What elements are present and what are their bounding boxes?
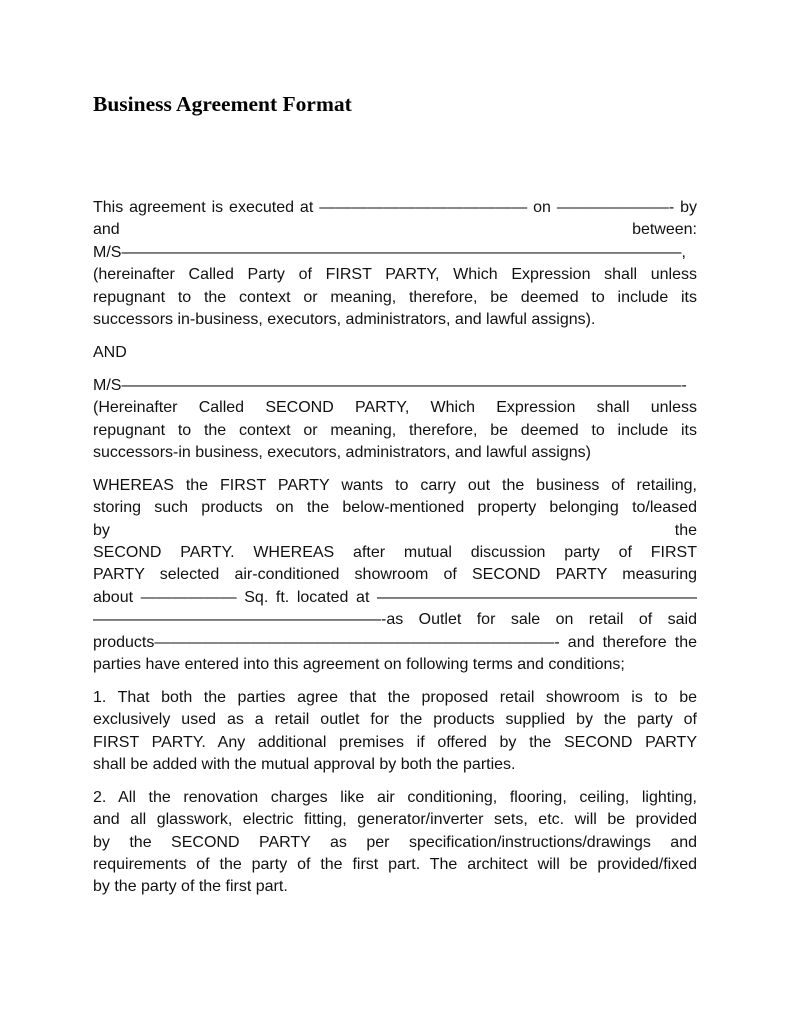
parties-paragraph [93, 197, 697, 331]
second-party-name-blank: M/S———————————————————————————————————- [93, 376, 687, 394]
text-line: parties have entered into this agreement on following terms and conditions; [93, 655, 625, 673]
text-line: shall be added with the mutual approval by both the parties. [93, 755, 516, 773]
text-line: ——————————————————-as Outlet for sale on retail of said [93, 611, 697, 629]
text-line: WHEREAS the FIRST PARTY wants to carry out the business of retailing, [93, 476, 697, 494]
text-line: and between: [93, 221, 697, 239]
text-line: 2. All the renovation charges like air conditioning, flooring, ceiling, lighting, [93, 788, 697, 806]
document-body [93, 197, 697, 909]
whereas-paragraph [93, 475, 697, 677]
text-line: AND [93, 343, 127, 361]
and-separator [93, 342, 697, 364]
text-line: exclusively used as a retail outlet for the products supplied by the party of [93, 711, 697, 729]
text-line: by the SECOND PARTY as per specification/instructions/drawings and [93, 833, 697, 851]
text-line: successors in-business, executors, administrators, and lawful assigns). [93, 310, 596, 328]
text-line: SECOND PARTY. WHEREAS after mutual discussion party of FIRST [93, 543, 697, 561]
text-line: (Hereinafter Called SECOND PARTY, Which Expression shall unless [93, 399, 697, 417]
text-line: This agreement is executed at ————————————— on ———————- by [93, 199, 697, 216]
text-line: requirements of the party of the first part. The architect will be provided/fixed [93, 856, 697, 874]
text-line: and all glasswork, electric fitting, generator/inverter sets, etc. will be provided [93, 811, 697, 829]
text-line: by the party of the first part. [93, 878, 288, 896]
document-title: Business Agreement Format [93, 92, 352, 116]
text-line: PARTY selected air-conditioned showroom of SECOND PARTY measuring [93, 566, 697, 584]
text-line: storing such products on the below-mentioned property belonging to/leased [93, 499, 697, 517]
text-line: FIRST PARTY. Any additional premises if offered by the SECOND PARTY [93, 733, 697, 751]
text-line: repugnant to the context or meaning, therefore, be deemed to include its [93, 288, 697, 306]
text-line: (hereinafter Called Party of FIRST PARTY, Which Expression shall unless [93, 266, 697, 284]
text-line: by the [93, 521, 697, 539]
text-line: products—————————————————————————- and therefore the [93, 633, 697, 651]
text-line: 1. That both the parties agree that the proposed retail showroom is to be [93, 688, 697, 706]
clause-1 [93, 687, 697, 777]
text-line: successors-in business, executors, administrators, and lawful assigns) [93, 443, 591, 461]
second-party-paragraph [93, 375, 697, 465]
clause-2 [93, 787, 697, 899]
text-line: about —————— Sq. ft. located at ———————————————————— [93, 588, 697, 606]
first-party-name-blank: M/S———————————————————————————————————, [93, 243, 686, 261]
text-line: repugnant to the context or meaning, therefore, be deemed to include its [93, 421, 697, 439]
